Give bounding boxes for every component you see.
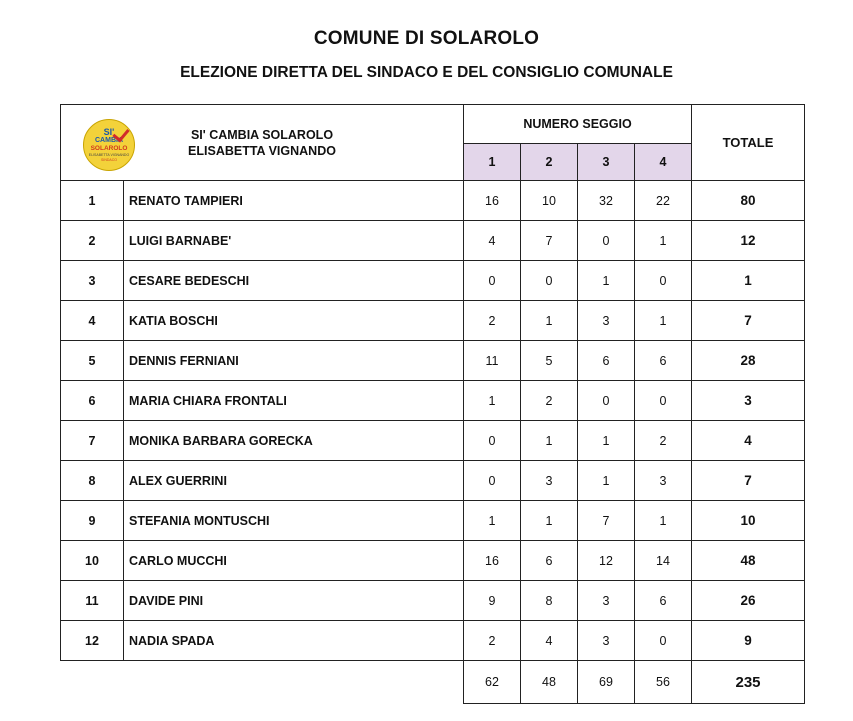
candidate-total: 80 xyxy=(692,181,805,221)
seggio-number: 1 xyxy=(464,144,521,181)
candidate-number: 11 xyxy=(61,581,124,621)
vote-cell: 1 xyxy=(578,461,635,501)
candidate-name: ALEX GUERRINI xyxy=(124,461,464,501)
candidate-number: 10 xyxy=(61,541,124,581)
vote-cell: 10 xyxy=(521,181,578,221)
vote-cell: 11 xyxy=(464,341,521,381)
candidate-name: CARLO MUCCHI xyxy=(124,541,464,581)
vote-cell: 1 xyxy=(464,381,521,421)
candidate-name: DENNIS FERNIANI xyxy=(124,341,464,381)
seggio-number: 4 xyxy=(635,144,692,181)
vote-cell: 6 xyxy=(521,541,578,581)
grand-total: 235 xyxy=(692,661,805,704)
table-row xyxy=(61,381,805,421)
totals-row xyxy=(61,661,805,704)
vote-cell: 1 xyxy=(464,501,521,541)
vote-cell: 1 xyxy=(635,501,692,541)
blank-cell xyxy=(61,661,464,704)
candidate-number: 8 xyxy=(61,461,124,501)
seggio-total: 69 xyxy=(578,661,635,704)
vote-cell: 8 xyxy=(521,581,578,621)
candidate-total: 26 xyxy=(692,581,805,621)
list-header-cell xyxy=(61,105,464,181)
preference-votes-table xyxy=(60,104,805,704)
candidate-number: 4 xyxy=(61,301,124,341)
candidate-total: 9 xyxy=(692,621,805,661)
candidate-total: 7 xyxy=(692,461,805,501)
vote-cell: 3 xyxy=(578,301,635,341)
list-name-line1: SI' CAMBIA SOLAROLO xyxy=(190,127,334,142)
vote-cell: 1 xyxy=(635,301,692,341)
candidate-number: 9 xyxy=(61,501,124,541)
candidate-total: 4 xyxy=(692,421,805,461)
candidate-number: 5 xyxy=(61,341,124,381)
candidate-name: NADIA SPADA xyxy=(124,621,464,661)
seggio-number: 3 xyxy=(578,144,635,181)
candidate-total: 1 xyxy=(692,261,805,301)
candidate-total: 12 xyxy=(692,221,805,261)
vote-cell: 14 xyxy=(635,541,692,581)
vote-cell: 0 xyxy=(635,261,692,301)
vote-cell: 2 xyxy=(464,621,521,661)
vote-cell: 0 xyxy=(578,381,635,421)
vote-cell: 16 xyxy=(464,541,521,581)
vote-cell: 1 xyxy=(578,261,635,301)
vote-cell: 1 xyxy=(521,301,578,341)
candidate-number: 12 xyxy=(61,621,124,661)
seggio-header: NUMERO SEGGIO xyxy=(464,105,692,144)
table-row xyxy=(61,341,805,381)
vote-cell: 2 xyxy=(521,381,578,421)
vote-cell: 1 xyxy=(578,421,635,461)
table-header-row xyxy=(61,105,805,144)
vote-cell: 5 xyxy=(521,341,578,381)
vote-cell: 2 xyxy=(464,301,521,341)
vote-cell: 0 xyxy=(464,261,521,301)
vote-cell: 3 xyxy=(635,461,692,501)
vote-cell: 1 xyxy=(635,221,692,261)
candidate-number: 1 xyxy=(61,181,124,221)
candidate-name: STEFANIA MONTUSCHI xyxy=(124,501,464,541)
table-row xyxy=(61,501,805,541)
vote-cell: 3 xyxy=(578,581,635,621)
table-row xyxy=(61,221,805,261)
table-row xyxy=(61,621,805,661)
table-row xyxy=(61,421,805,461)
vote-cell: 4 xyxy=(521,621,578,661)
vote-cell: 3 xyxy=(578,621,635,661)
vote-cell: 16 xyxy=(464,181,521,221)
candidate-name: MARIA CHIARA FRONTALI xyxy=(124,381,464,421)
table-row xyxy=(61,461,805,501)
candidate-number: 2 xyxy=(61,221,124,261)
list-logo: SI' CAMBIA SOLAROLO ELISABETTA VIGNANDO SINDACO xyxy=(83,119,135,171)
candidate-name: LUIGI BARNABE' xyxy=(124,221,464,261)
vote-cell: 7 xyxy=(578,501,635,541)
vote-cell: 1 xyxy=(521,421,578,461)
page-title: COMUNE DI SOLAROLO xyxy=(313,28,540,49)
candidate-name: MONIKA BARBARA GORECKA xyxy=(124,421,464,461)
vote-cell: 12 xyxy=(578,541,635,581)
seggio-total: 48 xyxy=(521,661,578,704)
vote-cell: 0 xyxy=(464,461,521,501)
vote-cell: 32 xyxy=(578,181,635,221)
candidate-name: CESARE BEDESCHI xyxy=(124,261,464,301)
vote-cell: 1 xyxy=(521,501,578,541)
vote-cell: 6 xyxy=(635,581,692,621)
vote-cell: 4 xyxy=(464,221,521,261)
table-row xyxy=(61,181,805,221)
candidate-total: 28 xyxy=(692,341,805,381)
table-row xyxy=(61,261,805,301)
seggio-total: 56 xyxy=(635,661,692,704)
vote-cell: 0 xyxy=(521,261,578,301)
vote-cell: 2 xyxy=(635,421,692,461)
table-row xyxy=(61,541,805,581)
vote-cell: 22 xyxy=(635,181,692,221)
table-row xyxy=(61,581,805,621)
candidate-total: 48 xyxy=(692,541,805,581)
list-name-line2: ELISABETTA VIGNANDO xyxy=(188,143,336,158)
candidate-number: 7 xyxy=(61,421,124,461)
vote-cell: 9 xyxy=(464,581,521,621)
vote-cell: 0 xyxy=(578,221,635,261)
candidate-total: 3 xyxy=(692,381,805,421)
vote-cell: 0 xyxy=(464,421,521,461)
seggio-total: 62 xyxy=(464,661,521,704)
totale-header: TOTALE xyxy=(692,105,805,181)
vote-cell: 7 xyxy=(521,221,578,261)
candidate-number: 3 xyxy=(61,261,124,301)
table-row xyxy=(61,301,805,341)
vote-cell: 6 xyxy=(578,341,635,381)
candidate-total: 7 xyxy=(692,301,805,341)
candidate-number: 6 xyxy=(61,381,124,421)
candidate-total: 10 xyxy=(692,501,805,541)
seggio-number: 2 xyxy=(521,144,578,181)
candidate-name: DAVIDE PINI xyxy=(124,581,464,621)
vote-cell: 0 xyxy=(635,621,692,661)
candidate-name: KATIA BOSCHI xyxy=(124,301,464,341)
vote-cell: 0 xyxy=(635,381,692,421)
candidate-name: RENATO TAMPIERI xyxy=(124,181,464,221)
vote-cell: 3 xyxy=(521,461,578,501)
vote-cell: 6 xyxy=(635,341,692,381)
page-subtitle: ELEZIONE DIRETTA DEL SINDACO E DEL CONSIGLIO COMUNALE xyxy=(180,64,673,81)
